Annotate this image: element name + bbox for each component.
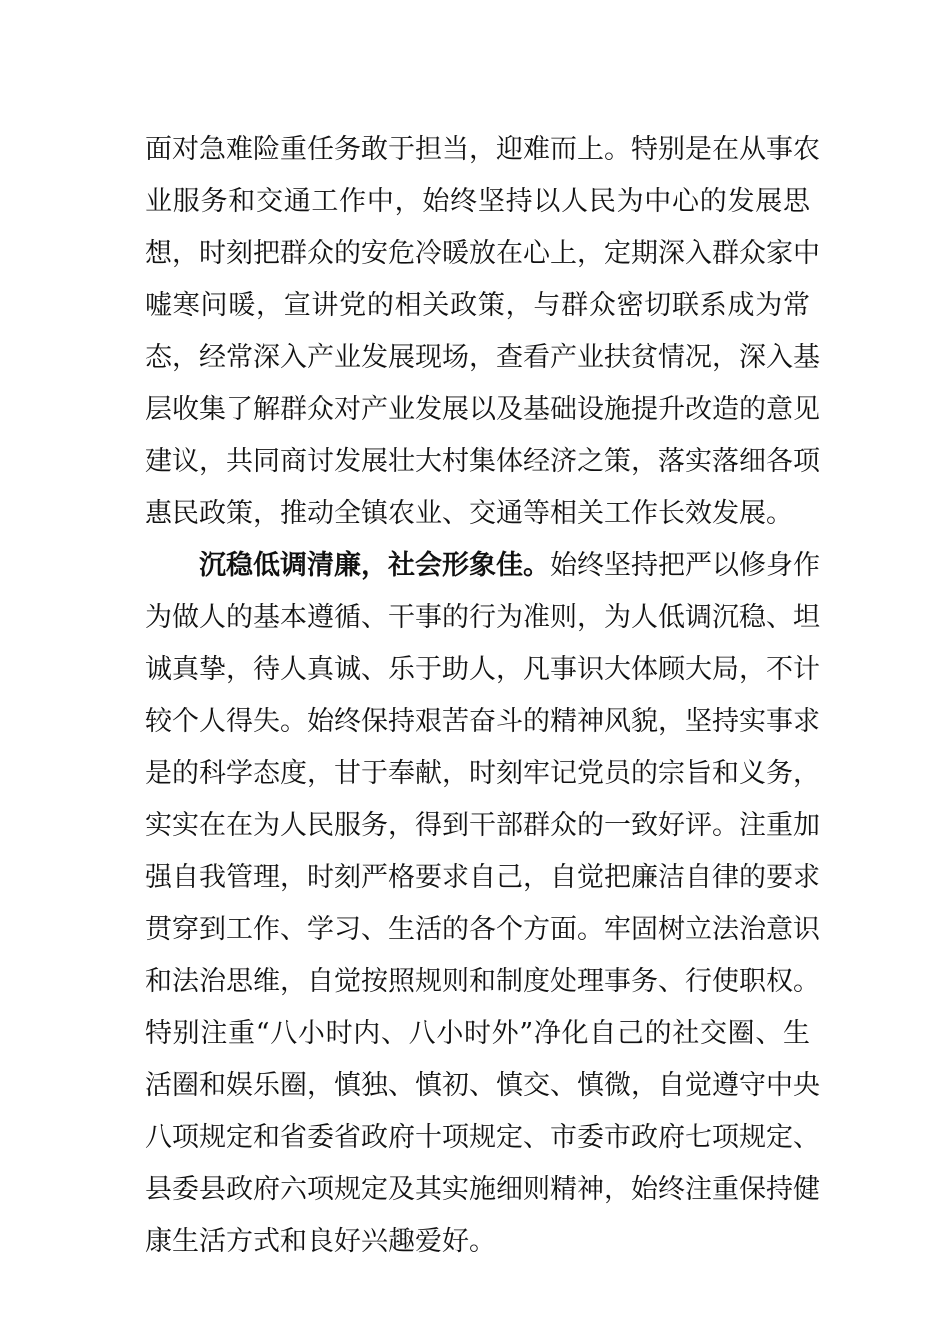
paragraph-first-line [145,540,820,592]
text-line: 活圈和娱乐圈，慎独、慎初、慎交、慎微，自觉遵守中央 [145,1070,820,1101]
paragraph-1 [145,124,820,540]
heading-line-rest: 始终坚持把严以修身作 [550,550,820,581]
document-body [145,124,820,1268]
text-line: 较个人得失。始终保持艰苦奋斗的精神风貌，坚持实事求 [145,706,820,737]
text-line: 县委县政府六项规定及其实施细则精神，始终注重保持健 [145,1174,820,1205]
section-heading: 沉稳低调清廉，社会形象佳。 [199,550,550,581]
paragraph-2 [145,540,820,1268]
text-line: 面对急难险重任务敢于担当，迎难而上。特别是在从事农 [145,134,820,165]
text-line: 特别注重“八小时内、八小时外”净化自己的社交圈、生 [145,1018,810,1049]
text-line: 强自我管理，时刻严格要求自己，自觉把廉洁自律的要求 [145,862,820,893]
text-line: 八项规定和省委省政府十项规定、市委市政府七项规定、 [145,1122,820,1153]
text-line: 想，时刻把群众的安危冷暖放在心上，定期深入群众家中 [145,238,820,269]
text-line: 业服务和交通工作中，始终坚持以人民为中心的发展思 [145,186,810,217]
text-line: 嘘寒问暖，宣讲党的相关政策，与群众密切联系成为常 [145,290,810,321]
text-line: 实实在在为人民服务，得到干部群众的一致好评。注重加 [145,810,820,841]
text-line: 是的科学态度，甘于奉献，时刻牢记党员的宗旨和义务， [145,758,820,789]
text-line: 为做人的基本遵循、干事的行为准则，为人低调沉稳、坦 [145,602,820,633]
text-line: 诚真挚，待人真诚、乐于助人，凡事识大体顾大局，不计 [145,654,820,685]
text-line: 建议，共同商讨发展壮大村集体经济之策，落实落细各项 [145,446,820,477]
text-line: 和法治思维，自觉按照规则和制度处理事务、行使职权。 [145,966,820,997]
text-line: 康生活方式和良好兴趣爱好。 [145,1226,496,1257]
text-line: 贯穿到工作、学习、生活的各个方面。牢固树立法治意识 [145,914,820,945]
text-line: 惠民政策，推动全镇农业、交通等相关工作长效发展。 [145,498,793,529]
text-line: 态，经常深入产业发展现场，查看产业扶贫情况，深入基 [145,342,820,373]
text-line: 层收集了解群众对产业发展以及基础设施提升改造的意见 [145,394,820,425]
